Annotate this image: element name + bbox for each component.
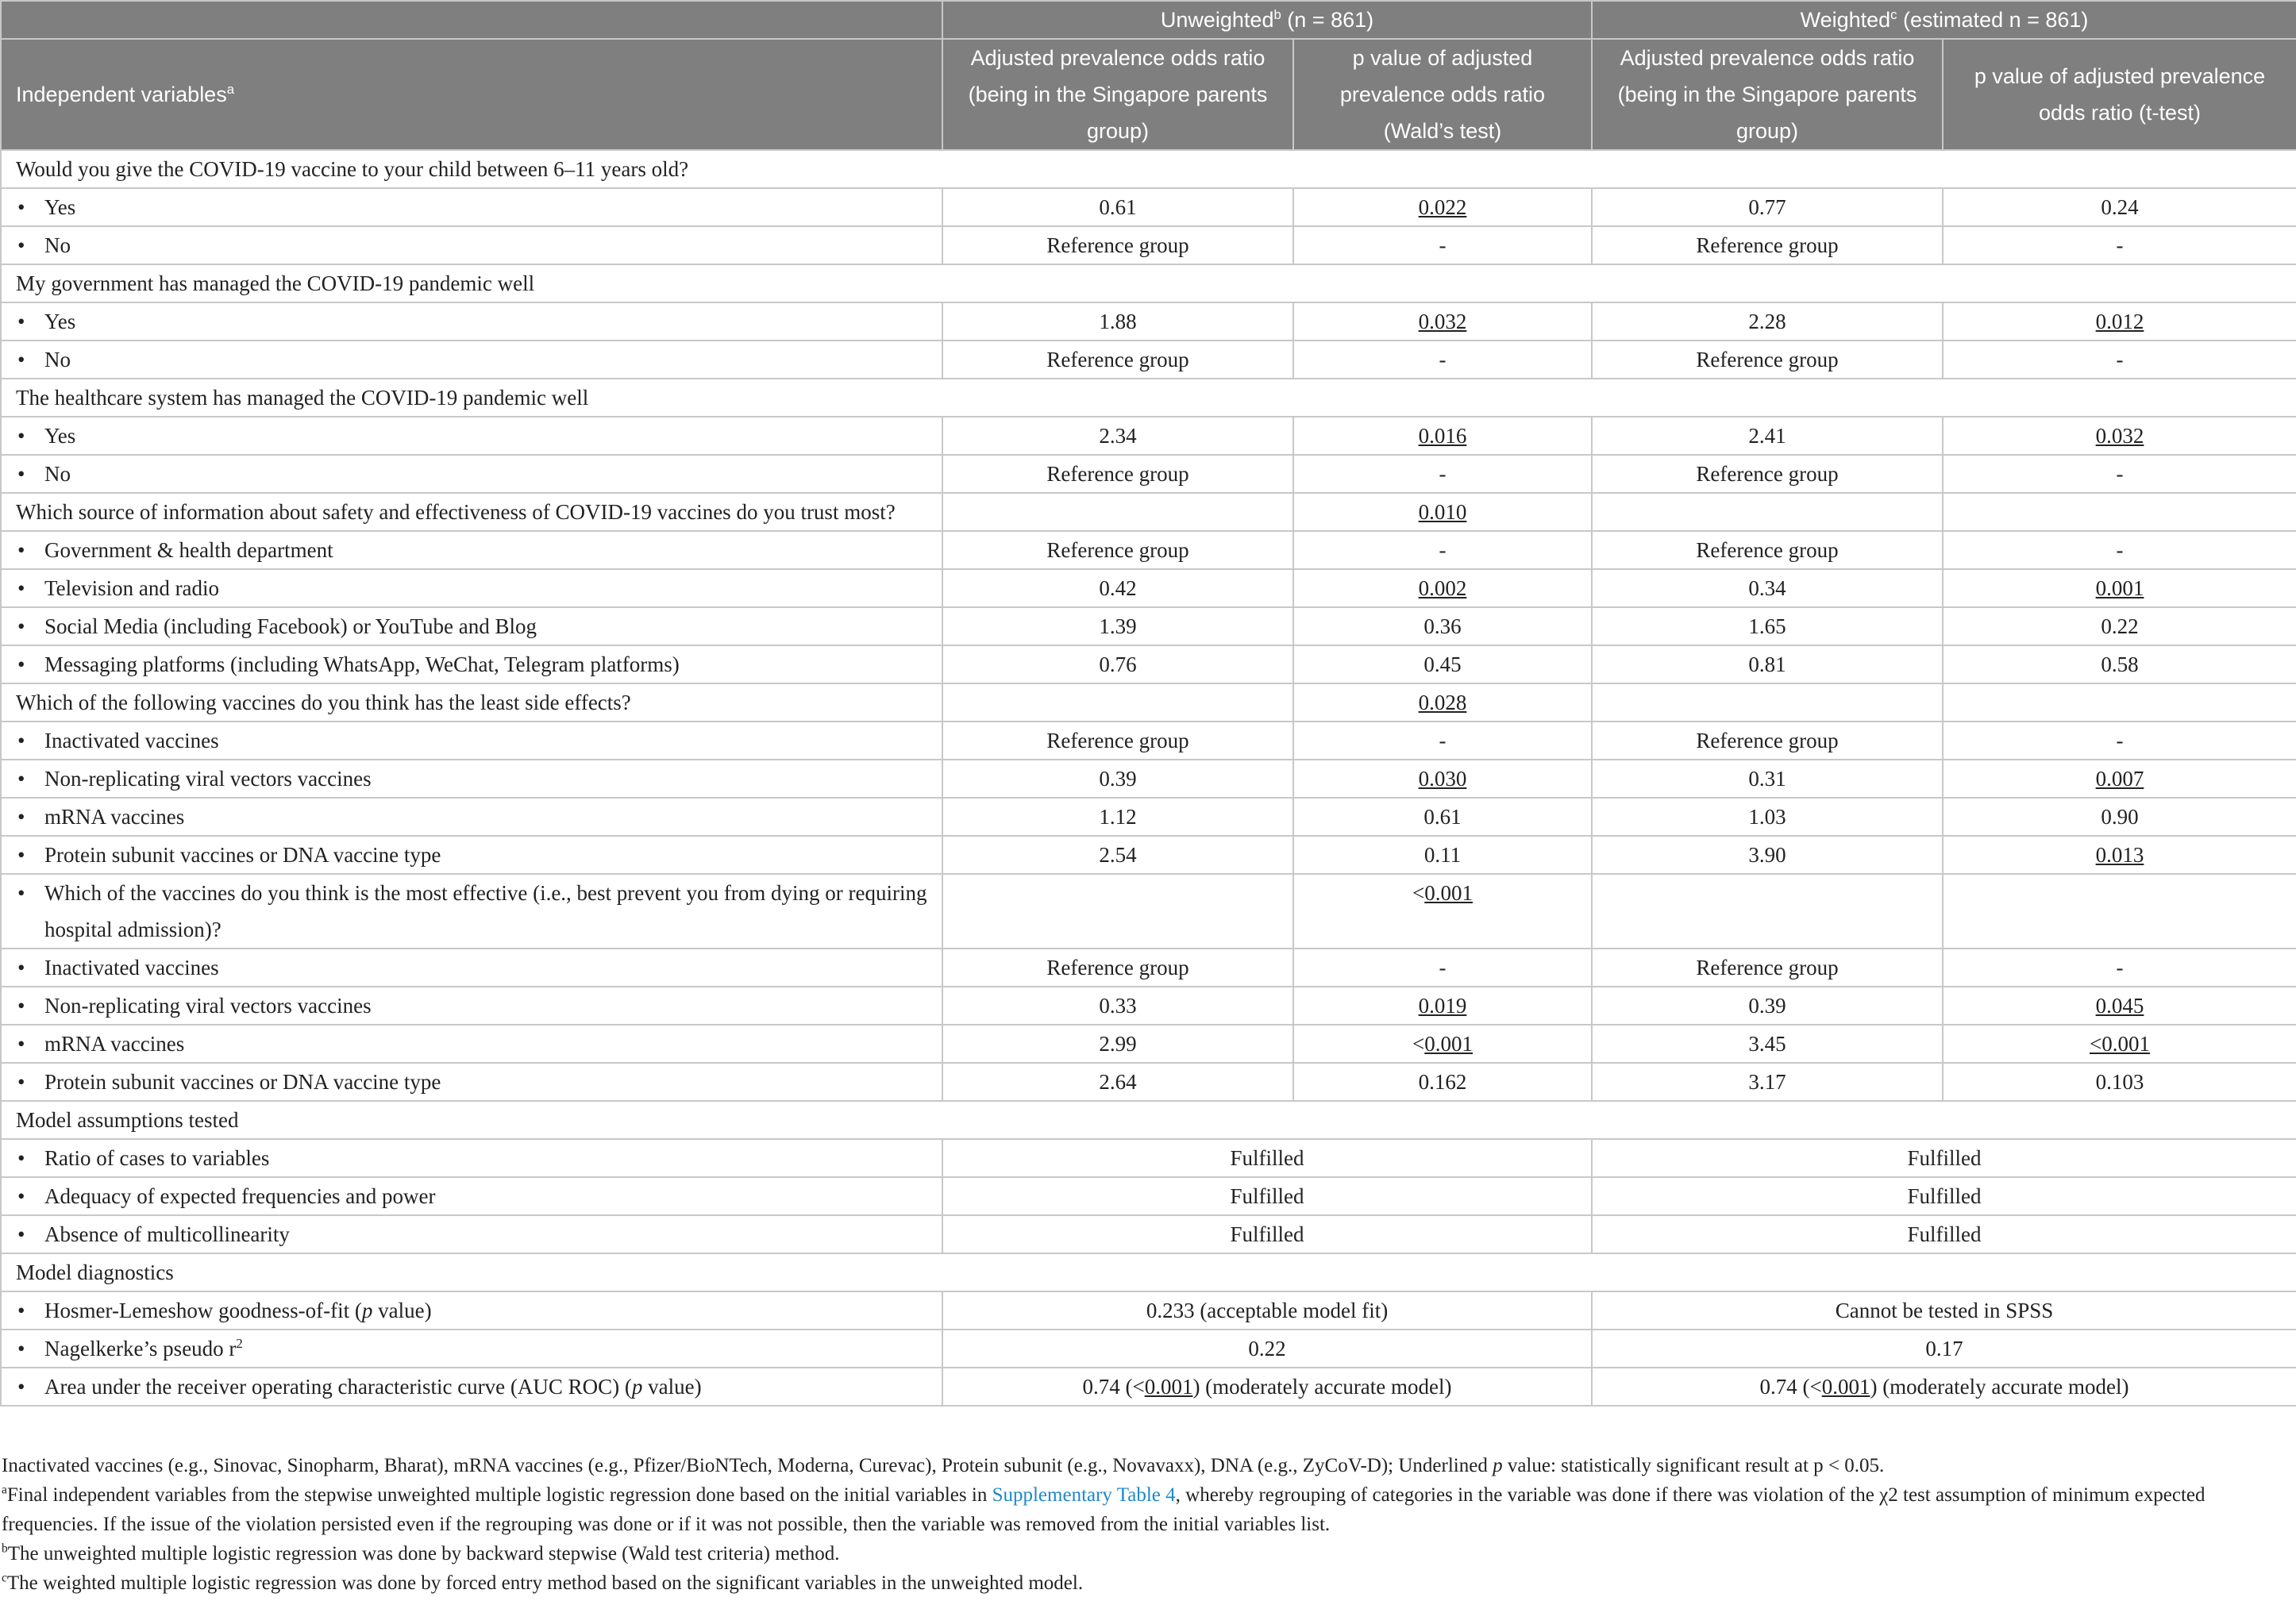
cell-aor-w: 3.90: [1592, 836, 1943, 874]
cell-aor: Reference group: [942, 341, 1293, 379]
footnote-a: $^a$Final independent variables from the stepwise unweighted multiple logistic regression done based on the initial variables in Supplementary Table 4, whereby regrouping of categories in the variable was done if there was violation of the χ2 test assumption of minimum expected frequencies. If the issue of the violation persisted even if the regrouping was done or if it was not possible, then the variable was removed from the initial variables list.: [2, 1483, 2205, 1535]
cell-aor: 2.99: [942, 1025, 1293, 1063]
section-row: [1, 1253, 2296, 1291]
row-label: • Yes: [1, 417, 942, 455]
cell-empty: [1943, 874, 2296, 949]
section-label: The healthcare system has managed the COVID-19 pandemic well: [1, 379, 2296, 417]
cell-aor: 2.34: [942, 417, 1293, 455]
cell-p-w: 0.22: [1943, 607, 2296, 645]
cell-p: 0.030: [1293, 760, 1592, 798]
section-row: [1, 493, 2296, 531]
cell-aor-w: 1.65: [1592, 607, 1943, 645]
cell-weighted: Fulfilled: [1592, 1177, 2296, 1215]
cell-unweighted: Fulfilled: [942, 1177, 1592, 1215]
row-label: • Ratio of cases to variables: [1, 1139, 942, 1177]
cell-p: 0.016: [1293, 417, 1592, 455]
table-row: [1, 1063, 2296, 1101]
table-row: [1, 987, 2296, 1025]
supplementary-table-link[interactable]: Supplementary Table 4: [992, 1484, 1176, 1506]
cell-p-w: 0.24: [1943, 188, 2296, 226]
section-label: Would you give the COVID-19 vaccine to your child between 6–11 years old?: [1, 150, 2296, 188]
header-row-groups: [1, 1, 2296, 39]
cell-p-w: -: [1943, 722, 2296, 760]
cell-p: 0.162: [1293, 1063, 1592, 1101]
table-row: [1, 188, 2296, 226]
section-label: Which of the following vaccines do you think has the least side effects?: [1, 683, 942, 722]
row-label: • Area under the receiver operating characteristic curve (AUC ROC) (p value): [1, 1368, 942, 1406]
cell-p-w: 0.001: [1943, 569, 2296, 607]
cell-p: -: [1293, 226, 1592, 264]
cell-p: 0.022: [1293, 188, 1592, 226]
table-row: [1, 569, 2296, 607]
section-label: • Which of the vaccines do you think is the most effective (i.e., best prevent you from dying or requiring hospital admission)?: [1, 874, 942, 949]
cell-aor: 0.42: [942, 569, 1293, 607]
cell-aor-w: 0.34: [1592, 569, 1943, 607]
cell-empty: [1592, 683, 1943, 722]
row-label: • Non-replicating viral vectors vaccines: [1, 987, 942, 1025]
cell-aor-w: Reference group: [1592, 531, 1943, 569]
cell-p-w: -: [1943, 226, 2296, 264]
cell-unweighted: Fulfilled: [942, 1215, 1592, 1253]
header-p-wald: p value of adjusted prevalence odds ratio (Wald’s test): [1293, 39, 1592, 150]
cell-weighted: Fulfilled: [1592, 1215, 2296, 1253]
cell-aor-w: Reference group: [1592, 226, 1943, 264]
table-row: [1, 226, 2296, 264]
cell-aor: 0.61: [942, 188, 1293, 226]
cell-aor: 1.12: [942, 798, 1293, 836]
table-row: [1, 836, 2296, 874]
cell-aor-w: 2.28: [1592, 302, 1943, 341]
cell-empty: [1592, 493, 1943, 531]
table-row: [1, 645, 2296, 683]
section-label: Model assumptions tested: [1, 1101, 2296, 1139]
section-row: [1, 150, 2296, 188]
cell-p: -: [1293, 455, 1592, 493]
cell-aor-w: 0.77: [1592, 188, 1943, 226]
cell-p: 0.45: [1293, 645, 1592, 683]
section-row: [1, 379, 2296, 417]
table-row: [1, 798, 2296, 836]
table-row: [1, 302, 2296, 341]
cell-p-w: 0.032: [1943, 417, 2296, 455]
cell-weighted: Cannot be tested in SPSS: [1592, 1291, 2296, 1330]
section-label: Model diagnostics: [1, 1253, 2296, 1291]
row-label: • mRNA vaccines: [1, 1025, 942, 1063]
cell-p-w: -: [1943, 949, 2296, 987]
cell-unweighted: 0.22: [942, 1330, 1592, 1368]
cell-aor: Reference group: [942, 722, 1293, 760]
table-row: [1, 1330, 2296, 1368]
cell-aor: Reference group: [942, 455, 1293, 493]
cell-unweighted: Fulfilled: [942, 1139, 1592, 1177]
table-row: [1, 760, 2296, 798]
cell-p-w: 0.012: [1943, 302, 2296, 341]
table-row: [1, 417, 2296, 455]
table-row: [1, 1177, 2296, 1215]
header-independent-variables: Independent variables$^a$: [1, 39, 942, 150]
section-row: [1, 264, 2296, 302]
row-label: • mRNA vaccines: [1, 798, 942, 836]
row-label: • Messaging platforms (including WhatsApp, WeChat, Telegram platforms): [1, 645, 942, 683]
table-row: [1, 949, 2296, 987]
footnote-c: $^c$The weighted multiple logistic regression was done by forced entry method based on the significant variables in the unweighted model.: [2, 1571, 1084, 1594]
cell-p: <0.001: [1293, 874, 1592, 949]
header-row-columns: [1, 39, 2296, 150]
cell-p-w: -: [1943, 455, 2296, 493]
cell-aor-w: Reference group: [1592, 722, 1943, 760]
table-row: [1, 1025, 2296, 1063]
cell-aor-w: 3.45: [1592, 1025, 1943, 1063]
row-label: • Inactivated vaccines: [1, 949, 942, 987]
cell-p-w: 0.90: [1943, 798, 2296, 836]
cell-p-w: 0.013: [1943, 836, 2296, 874]
table-row: [1, 1368, 2296, 1406]
cell-weighted: 0.74 (<0.001) (moderately accurate model): [1592, 1368, 2296, 1406]
table-row: [1, 1215, 2296, 1253]
cell-empty: [942, 683, 1293, 722]
row-label: • Television and radio: [1, 569, 942, 607]
row-label: • Non-replicating viral vectors vaccines: [1, 760, 942, 798]
cell-p: 0.002: [1293, 569, 1592, 607]
row-label: • Hosmer-Lemeshow goodness-of-fit (p value): [1, 1291, 942, 1330]
cell-p: 0.61: [1293, 798, 1592, 836]
section-row: [1, 874, 2296, 949]
cell-p-w: -: [1943, 531, 2296, 569]
table-row: [1, 531, 2296, 569]
cell-empty: [1592, 874, 1943, 949]
table-row: [1, 607, 2296, 645]
cell-p-w: <0.001: [1943, 1025, 2296, 1063]
cell-p-w: 0.045: [1943, 987, 2296, 1025]
cell-aor-w: 0.39: [1592, 987, 1943, 1025]
header-aor-unweighted: Adjusted prevalence odds ratio (being in the Singapore parents group): [942, 39, 1293, 150]
cell-p: -: [1293, 341, 1592, 379]
header-p-ttest: p value of adjusted prevalence odds ratio (t-test): [1943, 39, 2296, 150]
row-label: • Inactivated vaccines: [1, 722, 942, 760]
section-row: [1, 1101, 2296, 1139]
cell-unweighted: 0.233 (acceptable model fit): [942, 1291, 1592, 1330]
header-blank: [1, 1, 942, 39]
cell-weighted: 0.17: [1592, 1330, 2296, 1368]
cell-aor: 2.64: [942, 1063, 1293, 1101]
section-row: [1, 683, 2296, 722]
cell-p: 0.032: [1293, 302, 1592, 341]
section-label: Which source of information about safety and effectiveness of COVID-19 vaccines do you trust most?: [1, 493, 942, 531]
row-label: • Protein subunit vaccines or DNA vaccine type: [1, 836, 942, 874]
header-weighted: Weighted$^c$ (estimated n = 861): [1592, 1, 2296, 39]
section-label: My government has managed the COVID-19 pandemic well: [1, 264, 2296, 302]
cell-p-w: 0.58: [1943, 645, 2296, 683]
cell-aor-w: 1.03: [1592, 798, 1943, 836]
cell-aor: 1.88: [942, 302, 1293, 341]
cell-aor-w: Reference group: [1592, 949, 1943, 987]
cell-p: 0.010: [1293, 493, 1592, 531]
table-footnotes: [0, 1451, 2296, 1598]
cell-aor: 0.76: [942, 645, 1293, 683]
cell-p: -: [1293, 531, 1592, 569]
table-row: [1, 455, 2296, 493]
row-label: • Protein subunit vaccines or DNA vaccine type: [1, 1063, 942, 1101]
cell-p-w: 0.103: [1943, 1063, 2296, 1101]
row-label: • Nagelkerke’s pseudo $r^2$: [1, 1330, 942, 1368]
cell-empty: [942, 874, 1293, 949]
cell-weighted: Fulfilled: [1592, 1139, 2296, 1177]
header-aor-weighted: Adjusted prevalence odds ratio (being in the Singapore parents group): [1592, 39, 1943, 150]
cell-aor: 0.33: [942, 987, 1293, 1025]
table-row: [1, 1291, 2296, 1330]
row-label: • Adequacy of expected frequencies and power: [1, 1177, 942, 1215]
table-row: [1, 341, 2296, 379]
cell-p-w: 0.007: [1943, 760, 2296, 798]
cell-empty: [1943, 683, 2296, 722]
row-label: • Government & health department: [1, 531, 942, 569]
cell-unweighted: 0.74 (<0.001) (moderately accurate model): [942, 1368, 1592, 1406]
row-label: • No: [1, 226, 942, 264]
cell-aor-w: Reference group: [1592, 455, 1943, 493]
row-label: • Yes: [1, 302, 942, 341]
footnote-abbrev: Inactivated vaccines (e.g., Sinovac, Sinopharm, Bharat), mRNA vaccines (e.g., Pfizer/BioNTech, Moderna, Curevac), Protein subunit (e.g., Novavaxx), DNA (e.g., ZyCoV-D); Underlined p value: statistically significant result at p < 0.05.: [2, 1455, 1885, 1476]
row-label: • Yes: [1, 188, 942, 226]
cell-empty: [1943, 493, 2296, 531]
cell-aor-w: 0.31: [1592, 760, 1943, 798]
cell-aor-w: Reference group: [1592, 341, 1943, 379]
cell-aor: 2.54: [942, 836, 1293, 874]
row-label: • No: [1, 455, 942, 493]
cell-aor-w: 2.41: [1592, 417, 1943, 455]
table-row: [1, 1139, 2296, 1177]
cell-p: 0.36: [1293, 607, 1592, 645]
cell-p: 0.019: [1293, 987, 1592, 1025]
cell-aor: Reference group: [942, 226, 1293, 264]
cell-p: <0.001: [1293, 1025, 1592, 1063]
header-unweighted: Unweighted$^b$ (n = 861): [942, 1, 1592, 39]
table-row: [1, 722, 2296, 760]
row-label: • No: [1, 341, 942, 379]
cell-aor-w: 3.17: [1592, 1063, 1943, 1101]
cell-p: -: [1293, 949, 1592, 987]
cell-p: 0.11: [1293, 836, 1592, 874]
cell-aor: Reference group: [942, 949, 1293, 987]
row-label: • Absence of multicollinearity: [1, 1215, 942, 1253]
cell-p-w: -: [1943, 341, 2296, 379]
cell-p: -: [1293, 722, 1592, 760]
cell-aor-w: 0.81: [1592, 645, 1943, 683]
footnote-b: $^b$The unweighted multiple logistic regression was done by backward stepwise (Wald test criteria) method.: [2, 1541, 840, 1564]
cell-aor: 0.39: [942, 760, 1293, 798]
cell-p: 0.028: [1293, 683, 1592, 722]
cell-empty: [942, 493, 1293, 531]
cell-aor: Reference group: [942, 531, 1293, 569]
row-label: • Social Media (including Facebook) or YouTube and Blog: [1, 607, 942, 645]
cell-aor: 1.39: [942, 607, 1293, 645]
